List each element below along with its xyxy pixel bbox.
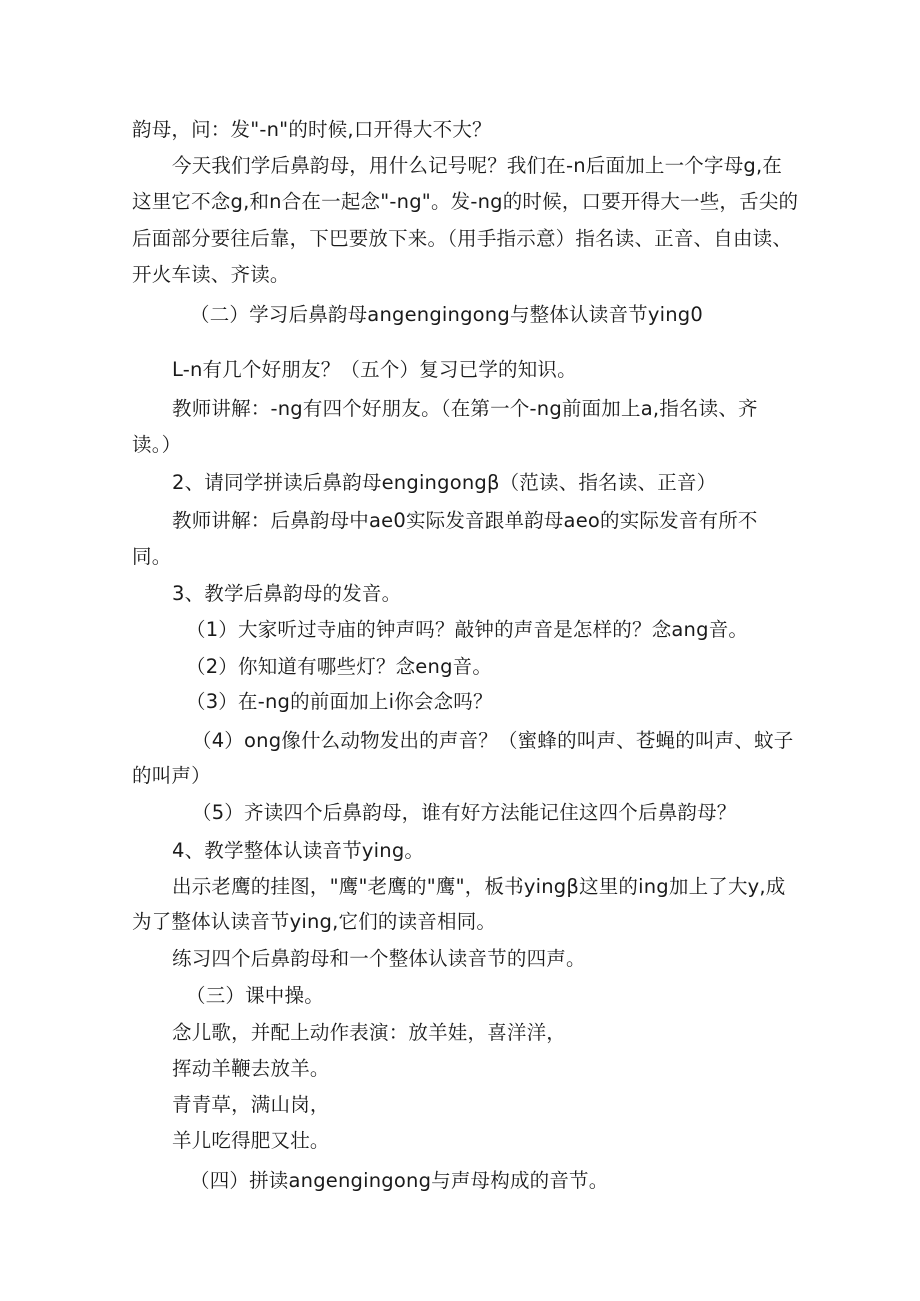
text-line: 青青草，满山岗，: [172, 1093, 330, 1116]
text-line: （2）你知道有哪些灯？念eng音。: [186, 655, 493, 678]
text-line: （3）在-ng的前面加上i你会念吗？: [186, 690, 493, 713]
text-line: 3、教学后鼻韵母的发音。: [172, 582, 402, 605]
text-line: 今天我们学后鼻韵母，用什么记号呢？我们在-n后面加上一个字母g,在: [172, 154, 783, 177]
text-line: 2、请同学拼读后鼻韵母engingongβ（范读、指名读、正音）: [172, 471, 717, 494]
text-line: （5）齐读四个后鼻韵母，谁有好方法能记住这四个后鼻韵母？: [192, 801, 737, 824]
text-line: 挥动羊鞭去放羊。: [172, 1057, 330, 1080]
text-line: （4）ong像什么动物发出的声音？（蜜蜂的叫声、苍蝇的叫声、蚊子: [192, 729, 794, 752]
text-line: 教师讲解：-ng有四个好朋友。（在第一个-ng前面加上a,指名读、齐: [172, 397, 758, 420]
text-line: 后面部分要往后靠，下巴要放下来。（用手指示意）指名读、正音、自由读、: [132, 227, 793, 250]
text-line: （1）大家听过寺庙的钟声吗？敲钟的声音是怎样的？念ang音。: [186, 618, 749, 641]
text-line: 开火车读、齐读。: [132, 263, 290, 286]
text-line: 同。: [132, 545, 172, 568]
text-line: 这里它不念g,和n合在一起念"-ng"。发-ng的时候，口要开得大一些，舌尖的: [132, 190, 799, 213]
text-line: 读。）: [132, 433, 182, 456]
text-line: L-n有几个好朋友？（五个）复习已学的知识。: [172, 358, 577, 381]
text-line: 羊儿吃得肥又壮。: [172, 1129, 330, 1152]
text-line: 的叫声）: [132, 764, 211, 787]
text-line: 为了整体认读音节ying,它们的读音相同。: [132, 910, 497, 933]
section-heading: （四）拼读angengingong与声母构成的音节。: [190, 1169, 609, 1192]
text-line: 韵母，问：发"-n"的时候,口开得大不大？: [132, 118, 492, 141]
section-heading: （三）课中操。: [186, 984, 324, 1007]
text-line: 出示老鹰的挂图，"鹰"老鹰的"鹰"，板书yingβ这里的ing加上了大y,成: [172, 875, 786, 898]
section-heading: （二）学习后鼻韵母angengingong与整体认读音节ying0: [190, 303, 703, 326]
text-line: 念儿歌，并配上动作表演：放羊娃，喜洋洋，: [172, 1021, 567, 1044]
text-line: 练习四个后鼻韵母和一个整体认读音节的四声。: [172, 947, 586, 970]
text-line: 4、教学整体认读音节ying。: [172, 839, 425, 862]
text-line: 教师讲解：后鼻韵母中ae0实际发音跟单韵母aeo的实际发音有所不: [172, 509, 758, 532]
